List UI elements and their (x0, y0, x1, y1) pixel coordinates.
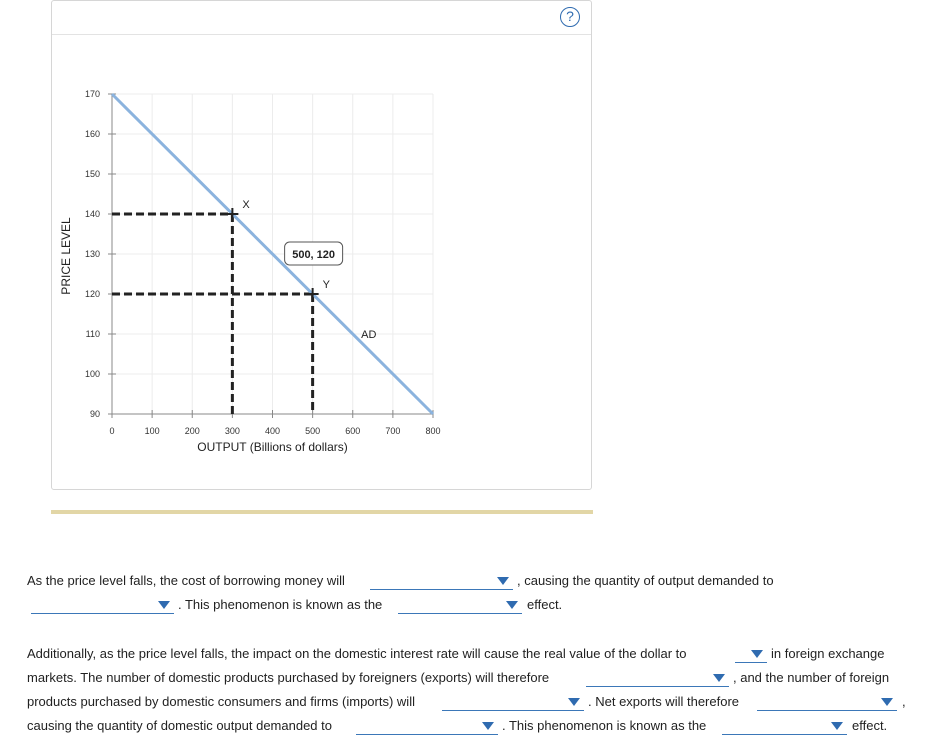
y-tick-label: 170 (84, 89, 100, 99)
question-text: markets. The number of domestic products purchased by foreigners (exports) will therefore (27, 670, 550, 685)
question-text: products purchased by domestic consumers and firms (imports) will (27, 694, 415, 709)
y-tick-label: 120 (84, 289, 100, 299)
chevron-down-icon (506, 601, 518, 609)
tooltip-label: 500, 120 (292, 249, 336, 261)
x-tick-label: 300 (224, 426, 240, 436)
y-tick-label: 160 (84, 129, 100, 139)
x-tick-label: 500 (305, 426, 321, 436)
question-text: . Net exports will therefore (588, 694, 740, 709)
borrowing-cost-dropdown[interactable] (370, 573, 513, 590)
chevron-down-icon (713, 674, 725, 682)
ad-label: AD (361, 329, 377, 341)
quantity-demanded-dropdown-2[interactable] (356, 718, 498, 735)
effect-dropdown-2[interactable] (722, 718, 847, 735)
chevron-down-icon (482, 722, 494, 730)
question-text: causing the quantity of domestic output demanded to (27, 718, 332, 733)
quantity-demanded-dropdown[interactable] (31, 597, 174, 614)
help-button[interactable]: ? (560, 7, 580, 27)
x-tick-label: 600 (345, 426, 361, 436)
y-tick-label: 140 (84, 209, 100, 219)
question-text: effect. (527, 597, 563, 612)
question-text: Additionally, as the price level falls, the impact on the domestic interest rate will cause the real value of the dollar to (27, 646, 687, 661)
x-tick-label: 800 (425, 426, 441, 436)
question-text: in foreign exchange (771, 646, 885, 661)
chevron-down-icon (831, 722, 843, 730)
chevron-down-icon (881, 698, 893, 706)
chevron-down-icon (158, 601, 170, 609)
question-text: As the price level falls, the cost of borrowing money will (27, 573, 345, 588)
x-tick-label: 400 (264, 426, 281, 436)
effect-dropdown[interactable] (398, 597, 522, 614)
y-tick-label: 150 (84, 169, 100, 179)
exports-dropdown[interactable] (586, 670, 729, 687)
question-text: . This phenomenon is known as the (178, 597, 383, 612)
x-tick-label: 200 (184, 426, 200, 436)
x-tick-label: 700 (385, 426, 401, 436)
dollar-value-dropdown[interactable] (735, 646, 767, 663)
question-text: , (902, 694, 906, 709)
point-label: X (242, 199, 250, 211)
chevron-down-icon (751, 650, 763, 658)
graph-panel (51, 0, 592, 490)
y-axis-title: PRICE LEVEL (59, 217, 73, 295)
y-tick-label: 90 (89, 409, 100, 419)
question-text: , and the number of foreign (733, 670, 890, 685)
x-tick-label: 100 (144, 426, 160, 436)
chevron-down-icon (568, 698, 580, 706)
net-exports-dropdown[interactable] (757, 694, 897, 711)
imports-dropdown[interactable] (442, 694, 584, 711)
question-text: effect. (852, 718, 888, 733)
section-separator (51, 510, 593, 514)
y-tick-label: 110 (85, 329, 100, 339)
question-text: . This phenomenon is known as the (502, 718, 707, 733)
y-tick-label: 130 (84, 249, 100, 259)
x-axis-title: OUTPUT (Billions of dollars) (197, 440, 348, 454)
aggregate-demand-chart (52, 1, 593, 491)
y-tick-label: 100 (84, 369, 100, 379)
x-tick-label: 0 (109, 426, 115, 436)
chevron-down-icon (497, 577, 509, 585)
question-text: , causing the quantity of output demanded to (517, 573, 774, 588)
point-label: Y (322, 279, 330, 291)
